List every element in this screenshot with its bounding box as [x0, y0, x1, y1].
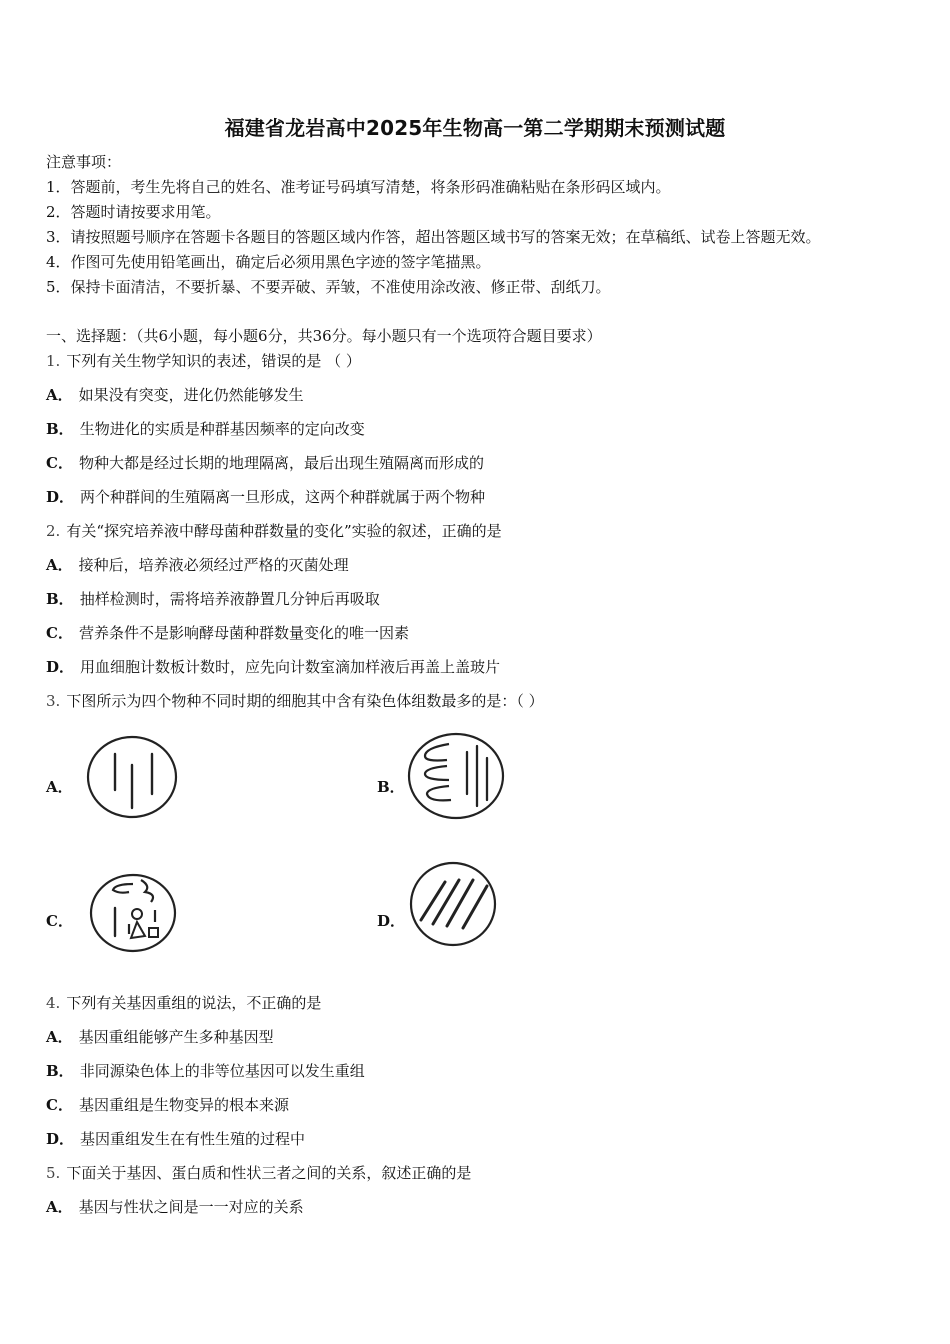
question-5-stem	[46, 1163, 471, 1183]
option-text: 生物进化的实质是种群基因频率的定向改变	[79, 420, 365, 438]
page-title: 福建省龙岩高中2025年生物高一第二学期期末预测试题	[224, 116, 726, 140]
question-text: 下面关于基因、蛋白质和性状三者之间的关系，叙述正确的是	[66, 1164, 472, 1182]
option-text: 接种后，培养液必须经过严格的灭菌处理	[78, 556, 349, 574]
option-text: 两个种群间的生殖隔离一旦形成，这两个种群就属于两个物种	[80, 488, 486, 506]
question-2-stem	[46, 521, 502, 541]
notice-item-5: 5．保持卡面清洁，不要折暴、不要弄破、弄皱，不准使用涂改液、修正带、刮纸刀。	[46, 278, 611, 296]
question-text: 下图所示为四个物种不同时期的细胞其中含有染色体组数最多的是：（ ）	[66, 692, 544, 710]
cell-figure-b	[403, 730, 508, 822]
notice-item-2: 2．答题时请按要求用笔。	[46, 203, 221, 221]
q4-option-a	[46, 1027, 274, 1047]
question-1-stem	[46, 351, 361, 371]
option-letter: B．	[46, 420, 74, 438]
option-letter: A．	[46, 386, 73, 404]
q2-option-a	[46, 555, 349, 575]
option-letter: A．	[46, 556, 73, 574]
notice-item-1: 1．答题前，考生先将自己的姓名、准考证号码填写清楚，将条形码准确粘贴在条形码区域内。	[46, 178, 671, 196]
question-4-stem	[46, 993, 321, 1013]
q1-option-b	[46, 419, 365, 439]
option-text: 抽样检测时，需将培养液静置几分钟后再吸取	[79, 590, 380, 608]
question-text: 下列有关基因重组的说法，不正确的是	[66, 994, 322, 1012]
question-3-stem	[46, 691, 544, 711]
option-text: 基因与性状之间是一一对应的关系	[78, 1198, 304, 1216]
question-text: 下列有关生物学知识的表述，错误的是 （ ）	[66, 352, 361, 370]
option-text: 非同源染色体上的非等位基因可以发生重组	[79, 1062, 365, 1080]
q4-option-b	[46, 1061, 365, 1081]
option-letter: B．	[46, 590, 74, 608]
option-letter: C．	[46, 454, 73, 472]
notice-item-4: 4．作图可先使用铅笔画出，确定后必须用黑色字迹的签字笔描黑。	[46, 253, 491, 271]
q2-option-b	[46, 589, 380, 609]
q2-option-c	[46, 623, 409, 643]
notice-heading: 注意事项：	[46, 153, 122, 171]
option-letter: D．	[46, 488, 75, 506]
figure-a-label: A．	[46, 778, 73, 796]
q2-option-d	[46, 657, 500, 677]
option-text: 基因重组能够产生多种基因型	[78, 1028, 274, 1046]
question-number: 4.	[46, 994, 61, 1012]
option-letter: B．	[46, 1062, 74, 1080]
option-letter: C．	[46, 1096, 73, 1114]
option-letter: D．	[46, 1130, 75, 1148]
option-letter: C．	[46, 624, 73, 642]
option-letter: A．	[46, 1198, 73, 1216]
question-number: 5.	[46, 1164, 61, 1182]
q1-option-a	[46, 385, 304, 405]
section-heading: 一、选择题：（共6小题，每小题6分，共36分。每小题只有一个选项符合题目要求）	[46, 327, 602, 345]
figure-d-label: D．	[377, 912, 406, 930]
question-number: 1.	[46, 352, 61, 370]
option-text: 基因重组发生在有性生殖的过程中	[80, 1130, 306, 1148]
cell-figure-d	[405, 858, 501, 950]
option-letter: A．	[46, 1028, 73, 1046]
notice-item-3: 3．请按照题号顺序在答题卡各题目的答题区域内作答，超出答题区域书写的答案无效；在草稿纸、试卷上答题无效。	[46, 228, 821, 246]
q1-option-d	[46, 487, 485, 507]
q5-option-a	[46, 1197, 304, 1217]
cell-figure-a	[82, 732, 182, 822]
question-number: 2.	[46, 522, 61, 540]
q1-option-c	[46, 453, 484, 473]
option-text: 用血细胞计数板计数时，应先向计数室滴加样液后再盖上盖玻片	[80, 658, 501, 676]
question-text: 有关“探究培养液中酵母菌种群数量的变化”实验的叙述，正确的是	[66, 522, 502, 540]
figure-b-label: B．	[377, 778, 405, 796]
option-text: 基因重组是生物变异的根本来源	[78, 1096, 289, 1114]
option-text: 物种大都是经过长期的地理隔离，最后出现生殖隔离而形成的	[78, 454, 484, 472]
q4-option-d	[46, 1129, 305, 1149]
figure-c-label: C．	[46, 912, 73, 930]
cell-figure-c	[85, 870, 181, 956]
question-number: 3.	[46, 692, 61, 710]
q4-option-c	[46, 1095, 289, 1115]
option-text: 如果没有突变，进化仍然能够发生	[78, 386, 304, 404]
option-text: 营养条件不是影响酵母菌种群数量变化的唯一因素	[78, 624, 409, 642]
option-letter: D．	[46, 658, 75, 676]
